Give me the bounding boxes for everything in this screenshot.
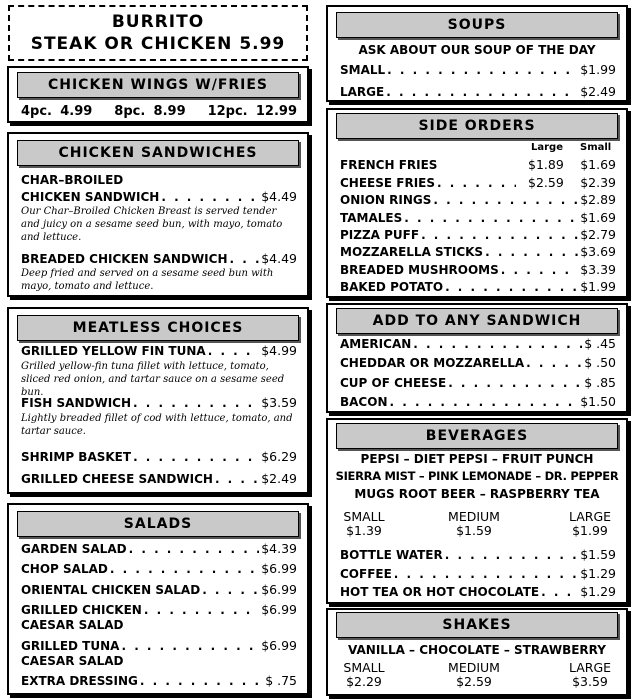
menu-item: PIZZA PUFF . . . $2.79 xyxy=(340,227,616,243)
add-to-sandwich-header: ADD TO ANY SANDWICH xyxy=(336,308,618,334)
menu-item: GARDEN SALAD . . . $4.39 xyxy=(21,541,297,557)
shakes-section xyxy=(326,608,628,696)
menu-item-description: Lightly breaded fillet of cod with lettuce, tomato, and tartar sauce. xyxy=(21,413,293,437)
menu-item: BOTTLE WATER . . . $1.59 xyxy=(340,547,616,563)
menu-item-name-line: CAESAR SALAD xyxy=(21,618,124,632)
wings-section xyxy=(7,66,309,123)
beverages-section xyxy=(326,418,628,604)
side-order-price: $2.39 xyxy=(580,175,616,190)
menu-item: MOZZARELLA STICKS . . . $3.69 xyxy=(340,244,616,260)
menu-item: CHEESE FRIES . . . xyxy=(340,175,518,191)
salads-header: SALADS xyxy=(17,511,299,537)
menu-item: GRILLED CHICKEN . . . $6.99 xyxy=(21,602,297,618)
menu-item: BACON . . . $1.50 xyxy=(340,394,616,410)
shake-size-medium: MEDIUM $2.59 xyxy=(448,660,500,689)
side-order-large-price: $2.59 xyxy=(528,175,564,190)
menu-item: CHICKEN SANDWICH . . . $4.49 xyxy=(21,189,297,205)
menu-item: ORIENTAL CHICKEN SALAD . . . $6.99 xyxy=(21,582,297,598)
menu-item: AMERICAN . . . $ .45 xyxy=(340,336,616,352)
menu-item-name-line: CAESAR SALAD xyxy=(21,654,124,668)
menu-item: FISH SANDWICH . . . $3.59 xyxy=(21,395,297,411)
menu-item: BAKED POTATO . . . $1.99 xyxy=(340,279,616,295)
menu-item-description: Deep fried and served on a sesame seed bun with mayo, tomato and lettuce. xyxy=(21,268,274,292)
menu-item-description: Grilled yellow-fin tuna fillet with lettuce, tomato, sliced red onion, and tartar sauce on a sesame seed bun. xyxy=(21,361,285,398)
beverage-size-large: LARGE $1.99 xyxy=(568,509,612,538)
beverage-flavors-line: MUGS ROOT BEER – RASPBERRY TEA xyxy=(354,487,600,501)
beverage-size-medium: MEDIUM $1.59 xyxy=(448,509,500,538)
beverages-header: BEVERAGES xyxy=(336,423,618,449)
side-orders-col-small: Small xyxy=(580,142,612,153)
menu-item: SHRIMP BASKET . . . $6.29 xyxy=(21,449,297,465)
beverage-flavors-line: SIERRA MIST – PINK LEMONADE – DR. PEPPER xyxy=(335,469,619,483)
side-orders-section xyxy=(326,108,628,298)
side-orders-col-large: Large xyxy=(531,142,563,153)
menu-item: BREADED CHICKEN SANDWICH . . . $4.49 xyxy=(21,251,297,267)
menu-item: HOT TEA OR HOT CHOCOLATE . . . $1.29 xyxy=(340,584,616,600)
wings-option: 8pc. 8.99 xyxy=(114,104,186,119)
shake-size-small: SMALL $2.29 xyxy=(343,660,385,689)
menu-item: CHEDDAR OR MOZZARELLA . . . $ .50 xyxy=(340,355,616,371)
menu-item: COFFEE . . . $1.29 xyxy=(340,566,616,582)
burrito-title: BURRITO xyxy=(111,12,205,32)
menu-item: GRILLED CHEESE SANDWICH . . . $2.49 xyxy=(21,471,297,487)
beverage-size-small: SMALL $1.39 xyxy=(343,509,385,538)
menu-item: SMALL . . . $1.99 xyxy=(340,62,616,78)
wings-options xyxy=(21,104,297,119)
menu-item-description: Our Char–Broiled Chicken Breast is served tender and juicy on a sesame seed bun, with mayo, tomato and lettuce. xyxy=(21,206,283,243)
menu-item: GRILLED TUNA . . . $6.99 xyxy=(21,638,297,654)
menu-item-name-line: CHAR–BROILED xyxy=(21,173,124,187)
shakes-flavors: VANILLA – CHOCOLATE – STRAWBERRY xyxy=(348,643,606,657)
menu-item: BREADED MUSHROOMS . . . $3.39 xyxy=(340,262,616,278)
burrito-subtitle: STEAK OR CHICKEN 5.99 xyxy=(30,34,286,54)
soups-section xyxy=(326,5,628,102)
wings-header: CHICKEN WINGS W/FRIES xyxy=(17,72,299,98)
chicken-sandwiches-section xyxy=(7,132,309,297)
menu-item: ONION RINGS . . . $2.89 xyxy=(340,192,616,208)
chicken-sandwiches-header: CHICKEN SANDWICHES xyxy=(17,140,299,166)
beverage-flavors-line: PEPSI – DIET PEPSI – FRUIT PUNCH xyxy=(360,452,594,466)
shakes-header: SHAKES xyxy=(336,612,618,638)
side-order-large-price: $1.89 xyxy=(528,157,564,172)
menu-item: EXTRA DRESSING . . . $ .75 xyxy=(21,673,297,689)
menu-item: LARGE . . . $2.49 xyxy=(340,84,616,100)
menu-item: GRILLED YELLOW FIN TUNA . . . $4.99 xyxy=(21,343,297,359)
add-to-sandwich-section xyxy=(326,303,628,413)
meatless-header: MEATLESS CHOICES xyxy=(17,315,299,341)
burrito-banner xyxy=(8,5,308,61)
menu-item: CHOP SALAD . . . $6.99 xyxy=(21,561,297,577)
side-order-price: $1.69 xyxy=(580,157,616,172)
side-orders-header: SIDE ORDERS xyxy=(336,113,618,139)
menu-item: TAMALES . . . $1.69 xyxy=(340,210,616,226)
meatless-section xyxy=(7,307,309,494)
salads-section xyxy=(7,503,309,695)
shake-size-large: LARGE $3.59 xyxy=(568,660,612,689)
wings-option: 4pc. 4.99 xyxy=(21,104,93,119)
soups-note: ASK ABOUT OUR SOUP OF THE DAY xyxy=(358,43,596,57)
menu-item: CUP OF CHEESE . . . $ .85 xyxy=(340,375,616,391)
soups-header: SOUPS xyxy=(336,12,618,38)
menu-item: FRENCH FRIES xyxy=(340,158,438,172)
wings-option: 12pc. 12.99 xyxy=(207,104,297,119)
